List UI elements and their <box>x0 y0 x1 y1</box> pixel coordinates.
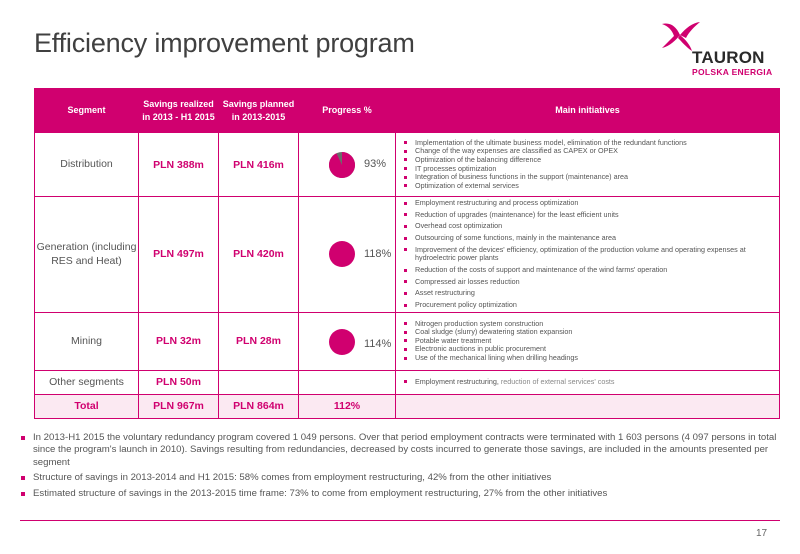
initiative-item: Asset restructuring <box>402 289 775 298</box>
total-progress: 112% <box>299 394 396 418</box>
initiative-item: Nitrogen production system construction <box>402 320 775 329</box>
table-header-row <box>35 89 780 133</box>
header-planned: Savings planned in 2013-2015 <box>219 89 299 133</box>
savings-realized: PLN 497m <box>139 197 219 313</box>
note-item: In 2013-H1 2015 the voluntary redundancy program covered 1 049 persons. Over that period employment contracts were terminated with 1 603 persons (4 097 persons in total since the program's launch in 2010). Savings resulting from redundancies, decreased by costs incurred to generate those savings, are included in the amounts presented per segment <box>20 432 780 469</box>
notes-list <box>20 432 780 503</box>
initiative-item: Electronic auctions in public procurement <box>402 345 775 354</box>
progress-cell <box>299 197 396 313</box>
pie-base <box>329 241 355 267</box>
initiative-item: Compressed air losses reduction <box>402 278 775 287</box>
initiative-tail: reduction of external services' costs <box>500 376 615 386</box>
initiative-item: Overhead cost optimization <box>402 222 775 231</box>
total-initiatives <box>396 394 780 418</box>
initiative-item: Integration of business functions in the support (maintenance) area <box>402 173 775 182</box>
savings-realized: PLN 32m <box>139 312 219 370</box>
header-progress: Progress % <box>299 89 396 133</box>
table-row <box>35 133 780 197</box>
table-row <box>35 312 780 370</box>
total-realized: PLN 967m <box>139 394 219 418</box>
initiatives-cell <box>396 133 780 197</box>
segment-name: Generation (including RES and Heat) <box>35 197 139 313</box>
progress-cell <box>299 133 396 197</box>
initiative-item <box>402 378 775 387</box>
initiative-item: Potable water treatment <box>402 337 775 346</box>
total-label: Total <box>35 394 139 418</box>
note-item: Structure of savings in 2013-2014 and H1 2015: 58% comes from employment restructuring, 42% from the other initiatives <box>20 472 780 484</box>
initiative-item: Employment restructuring and process optimization <box>402 199 775 208</box>
pie-slice <box>329 152 355 178</box>
initiative-item: Change of the way expenses are classified as CAPEX or OPEX <box>402 147 775 156</box>
initiatives-cell <box>396 197 780 313</box>
efficiency-table <box>34 88 780 419</box>
initiative-item: Use of the mechanical lining when drilling headings <box>402 354 775 363</box>
initiative-item: IT processes optimization <box>402 165 775 174</box>
initiatives-cell <box>396 312 780 370</box>
header-realized: Savings realized in 2013 - H1 2015 <box>139 89 219 133</box>
segment-name: Mining <box>35 312 139 370</box>
initiative-item: Improvement of the devices' efficiency, optimization of the production volume and operating expenses at hydroelectric power plants <box>402 246 775 263</box>
progress-value: 114% <box>364 337 392 350</box>
segment-name: Distribution <box>35 133 139 197</box>
note-item: Estimated structure of savings in the 2013-2015 time frame: 73% to come from employment restructuring, 27% from the other initiatives <box>20 488 780 500</box>
savings-planned <box>219 370 299 394</box>
progress-cell <box>299 312 396 370</box>
total-row <box>35 394 780 418</box>
table-row <box>35 197 780 313</box>
savings-realized: PLN 50m <box>139 370 219 394</box>
page-number: 17 <box>756 528 768 539</box>
tauron-logo <box>648 18 778 82</box>
progress-cell <box>299 370 396 394</box>
progress-pie-icon <box>328 328 356 356</box>
initiatives-cell <box>396 370 780 394</box>
table-row <box>35 370 780 394</box>
initiative-item: Outsourcing of some functions, mainly in the maintenance area <box>402 234 775 243</box>
logo-name: TAURON <box>692 48 765 67</box>
header-initiatives: Main initiatives <box>396 89 780 133</box>
savings-realized: PLN 388m <box>139 133 219 197</box>
initiative-item: Optimization of the balancing difference <box>402 156 775 165</box>
logo-subtitle: POLSKA ENERGIA <box>692 67 773 77</box>
progress-pie-icon <box>328 240 356 268</box>
initiative-item: Procurement policy optimization <box>402 301 775 310</box>
initiative-lead: Employment restructuring, <box>415 376 501 386</box>
initiative-item: Reduction of upgrades (maintenance) for the least efficient units <box>402 211 775 220</box>
total-planned: PLN 864m <box>219 394 299 418</box>
progress-value: 93% <box>364 158 387 170</box>
pie-base <box>329 329 355 355</box>
header-segment: Segment <box>35 89 139 133</box>
segment-name: Other segments <box>35 370 139 394</box>
progress-pie-icon <box>328 151 356 179</box>
initiative-item: Implementation of the ultimate business model, elimination of the redundant functions <box>402 139 775 148</box>
savings-planned: PLN 416m <box>219 133 299 197</box>
footer-divider <box>20 520 780 521</box>
initiative-item: Optimization of external services <box>402 182 775 191</box>
savings-planned: PLN 28m <box>219 312 299 370</box>
progress-value: 118% <box>364 248 392 260</box>
initiative-item: Coal sludge (slurry) dewatering station expansion <box>402 328 775 337</box>
savings-planned: PLN 420m <box>219 197 299 313</box>
page-title: Efficiency improvement program <box>34 28 415 58</box>
initiative-item: Reduction of the costs of support and maintenance of the wind farms' operation <box>402 266 775 275</box>
tauron-logo-icon <box>656 18 706 52</box>
